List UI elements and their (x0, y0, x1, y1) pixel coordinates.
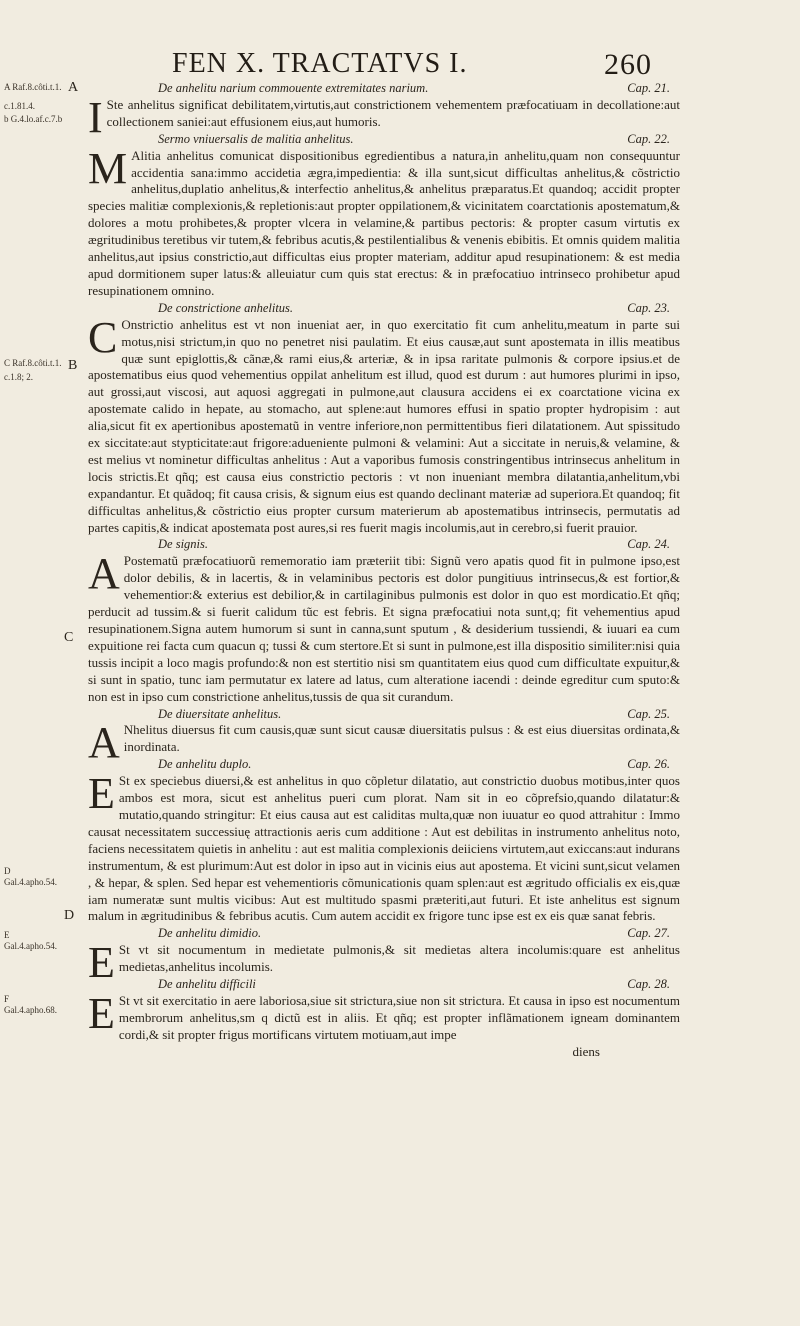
rubric-title: De constrictione anhelitus. (158, 300, 294, 315)
margin-note: E Gal.4.apho.54. (4, 930, 57, 951)
chapter-section (88, 536, 680, 705)
chapter-section (88, 756, 680, 925)
page-number: 260 (604, 48, 652, 81)
chapter-paragraph (88, 143, 680, 300)
chapter-number: Cap. 26. (627, 757, 670, 772)
paragraph-text: St vt sit nocumentum in medietate pulmonis,& sit medietas altera incolumis:quare est anhelitus medietas,anhelitus incolumis. (118, 942, 680, 975)
rubric-title: De signis. (158, 537, 208, 552)
drop-cap: A (88, 718, 120, 768)
chapter-number: Cap. 21. (627, 81, 670, 95)
chapter-paragraph (88, 549, 680, 705)
chapter-rubric (88, 976, 680, 993)
chapter-number: Cap. 27. (627, 926, 670, 941)
rubric-title: De anhelitu dimidio. (158, 926, 262, 941)
rubric-title: De anhelitu difficili (158, 977, 256, 992)
chapter-paragraph (88, 769, 680, 925)
margin-note: F Gal.4.apho.68. (4, 994, 57, 1015)
running-header (172, 48, 652, 80)
margin-note: c.1.81.4. (4, 101, 35, 111)
chapter-rubric (88, 925, 680, 942)
rubric-title: Sermo vniuersalis de malitia anhelitus. (158, 131, 354, 146)
chapter-number: Cap. 24. (627, 537, 670, 552)
chapter-section (88, 131, 680, 300)
header-title: FEN X. TRACTATVS I. (172, 48, 468, 79)
chapter-rubric (88, 536, 680, 553)
drop-cap: M (88, 143, 128, 193)
margin-letter: C (64, 630, 74, 645)
chapter-rubric (88, 706, 680, 723)
margin-note: C Raf.8.côti.t.1. (4, 358, 62, 368)
margin-note: c.1.8; 2. (4, 372, 33, 382)
drop-cap: E (88, 938, 115, 988)
chapter-rubric (88, 300, 680, 317)
main-text-column (88, 80, 680, 1061)
paragraph-text: Ste anhelitus significat debilitatem,virtutis,aut constrictionem vehementem præfocatiuam in decollatione:aut collectionem saniei:aut effusionem eius,aut humoris. (106, 96, 680, 129)
margin-letter: A (68, 80, 79, 95)
drop-cap: A (88, 549, 120, 599)
chapter-paragraph (88, 988, 680, 1044)
paragraph-text: Postematũ præfocatiuorũ rememoratio iam præteriit tibi: Signũ vero apatis quod fit in pulmone ipso,est dolor debilis, & in lacertis, & in velaminibus pectoris est dolor pungitiuus intrinsecus,& est fortior,& vehementior:& exterius est debilior,& in cartilaginibus pulmonis est dolor in quo est mordicatio.Et qñq; perducit ad tussim.& si fuerit calidum tũc est febris. Et signa præfocatiui nota sunt,q; fit vehementius apud resupinationem.Signa autem humorum si sunt in canna,sunt sputum , & desiderium tussiendi, & iuuari ea cum expuitione rei facta cum quacun q; tussi & cum stertore.Et si sunt in pulmone,est illa dispositio similiter:nisi quia tussis incipit a loco magis profundo:& non est stertitio nisi sm quantitatem eius quod cum difficultate expuitur,& si sunt in spatio, tunc iam permutatur ex latere ad latus, cum alteratione iacendi : deinde egreditur cum sputo:& non est in ipso cum constrictione anhelitus,tussis de qua sit curandum. (88, 553, 680, 704)
drop-cap: E (88, 769, 115, 819)
rubric-title: De anhelitu duplo. (158, 757, 252, 772)
margin-note: b G.4.lo.af.c.7.b (4, 114, 63, 124)
drop-cap: I (88, 92, 103, 142)
chapter-rubric (88, 131, 680, 148)
chapter-section (88, 976, 680, 1044)
paragraph-text: St ex speciebus diuersi,& est anhelitus in quo cõpletur dilatatio, aut constrictio duobus motibus,inter quos ambos est mora, sicut est anhelitus pueri cum plorat. Nam sit in eo cõprefsio,quando dilatatur:& mutatio,quando stringitur: Et eius causa aut est caliditas multa,quæ non iuuatur eo quod attrahitur : Immo causat necessitatem successiuę attractionis aeris cum additione : Aut est debilitas in instrumento anhelitus noto, faciens necessitatem quietis in anhelitu : aut est malitia complexionis deiiciens virtutem,aut exiccans:aut indurans instrumentum, & est plurimum:Aut est dolor in ipso aut in vicinis eius aut apostema. Et vicini sunt,sicut velamen , & hepar, & splen. Sed hepar est vehementioris cõmunicationis quam splen:aut est ægritudo officialis ex eis,quæ iam numeratæ sunt multis vicibus: Aut est multitudo spasmi præteriti,aut futuri. Et iste anhelitus est signum malum in ægritudinibus & febribus acutis. Cum autem accidit ex frigore tunc ipse est ex eis quæ sanat febris. (88, 773, 680, 924)
drop-cap: E (88, 988, 115, 1038)
rubric-title: De diuersitate anhelitus. (158, 706, 282, 721)
chapter-number: Cap. 23. (627, 300, 670, 315)
chapter-rubric (88, 80, 680, 97)
paragraph-text: Onstrictio anhelitus est vt non inueniat aer, in quo exercitatio fit cum anhelitu,meatum in parte sui motus,nisi strictum,in quo no penetret nisi paulatim. Et eius causæ,aut sunt apostemata in illis meatibus quæ sunt epiglottis,& cãnæ,& rami eius,& arteriæ, & in ipsa raritate pulmonis & corpore ipsius.et de apostematibus eius quod vehementius oppilat anhelitum est illud, quod est durum : aut humores plurimi in ipso, aut grossi,aut viscosi, aut aquosi aggregati in pulmone,aut clausura accidens ei ex coarctatione vicina ex apostemate calido in hepate, au stomacho, aut splene:aut humores effusi in spatio propter hydropisim : aut alia,sicut fit ex apertionibus apostematũ in ventre inferiore,non permittentibus fieri dilatationem. Aut spissitudo ex siccitate:aut stypticitate:aut frigore:adueniente pulmoni & velamini: Aut a siccitate in neruis,& velamine, & est melius vt nominetur difficultas anhelitus : Aut a vaporibus fumosis constringentibus intrinsecus anhelitum in locis strictis.Et qñq; est causa eius constrictio pectoris : vt non inueniant membra dilatantia,anhelitum,vbi expandantur. Et quãdoq; fit causa crisis, & signum eius est quando declinant materiæ ad superiora.Et quandoq; fit difficultas anhelitus,& cõstrictio eius propter cursum materierum ab apostematibus intrinsecis, permutatis ad partes capitis,& indicat apostemata post aures,si res fuerit magis incolumis,aut in cerebro,si fuerit prauior. (88, 316, 680, 535)
chapter-number: Cap. 25. (627, 706, 670, 721)
paragraph-text: Nhelitus diuersus fit cum causis,quæ sunt sicut causæ diuersitatis pulsus : & est eius diuersitas ordinata,& inordinata. (123, 722, 680, 755)
margin-note: A Raf.8.côti.t.1. (4, 82, 62, 92)
chapter-number: Cap. 28. (627, 977, 670, 992)
rubric-title: De anhelitu narium commouente extremitates narium. (158, 81, 429, 95)
drop-cap: C (88, 312, 118, 362)
paragraph-text: Alitia anhelitus comunicat dispositionibus egredientibus a natura,in anhelitu,quam non consequuntur accidentia sana:immo accidetia ægra,impedientia: & illa sunt,sicut difficultas anhelitus,& cõstrictio anhelitus,duplatio anhelitus,& interfectio anhelitus,& anhelitus præparatus.Et quandoq; accidit propter species malitiæ complexionis,& repletionis:aut propter oppilationem,& vicinitatem coarctationis apostematum,& dolores a motu prohibetes,& propter vlcera in velamine,& partibus pectoris: & propter casum virtutis ex ægritudinibus teretibus vir tutem,& febribus acutis,& pestilentialibus & venenis ebibitis. Et omnis quidem malitia anhelitus,aut ipsius constrictio,aut difficultas eius propter materiam, additur apud resupinationem: & est media apud dormitionem super latus:& alleuiatur cum quis stat erectus: & in præfocatiuo intrinseco prohibetur apud resupinationem omnino. (88, 147, 680, 298)
chapter-section (88, 300, 680, 537)
margin-note: D Gal.4.apho.54. (4, 866, 57, 887)
chapter-rubric (88, 756, 680, 773)
margin-letter: D (64, 908, 75, 923)
paragraph-text: St vt sit exercitatio in aere laboriosa,siue sit strictura,siue non sit strictura. Et causa in ipso est nocumentum membrorum anhelitus,sm q dictũ est in aliis. Et qñq; est propter inflãmationem igneam dominantem cordi,& sit propter frigus mortificans virtutem motiuam,aut impe (118, 992, 680, 1042)
chapter-number: Cap. 22. (627, 131, 670, 146)
catchword: diens (572, 1043, 600, 1059)
chapter-paragraph (88, 312, 680, 537)
margin-letter: B (68, 358, 78, 373)
